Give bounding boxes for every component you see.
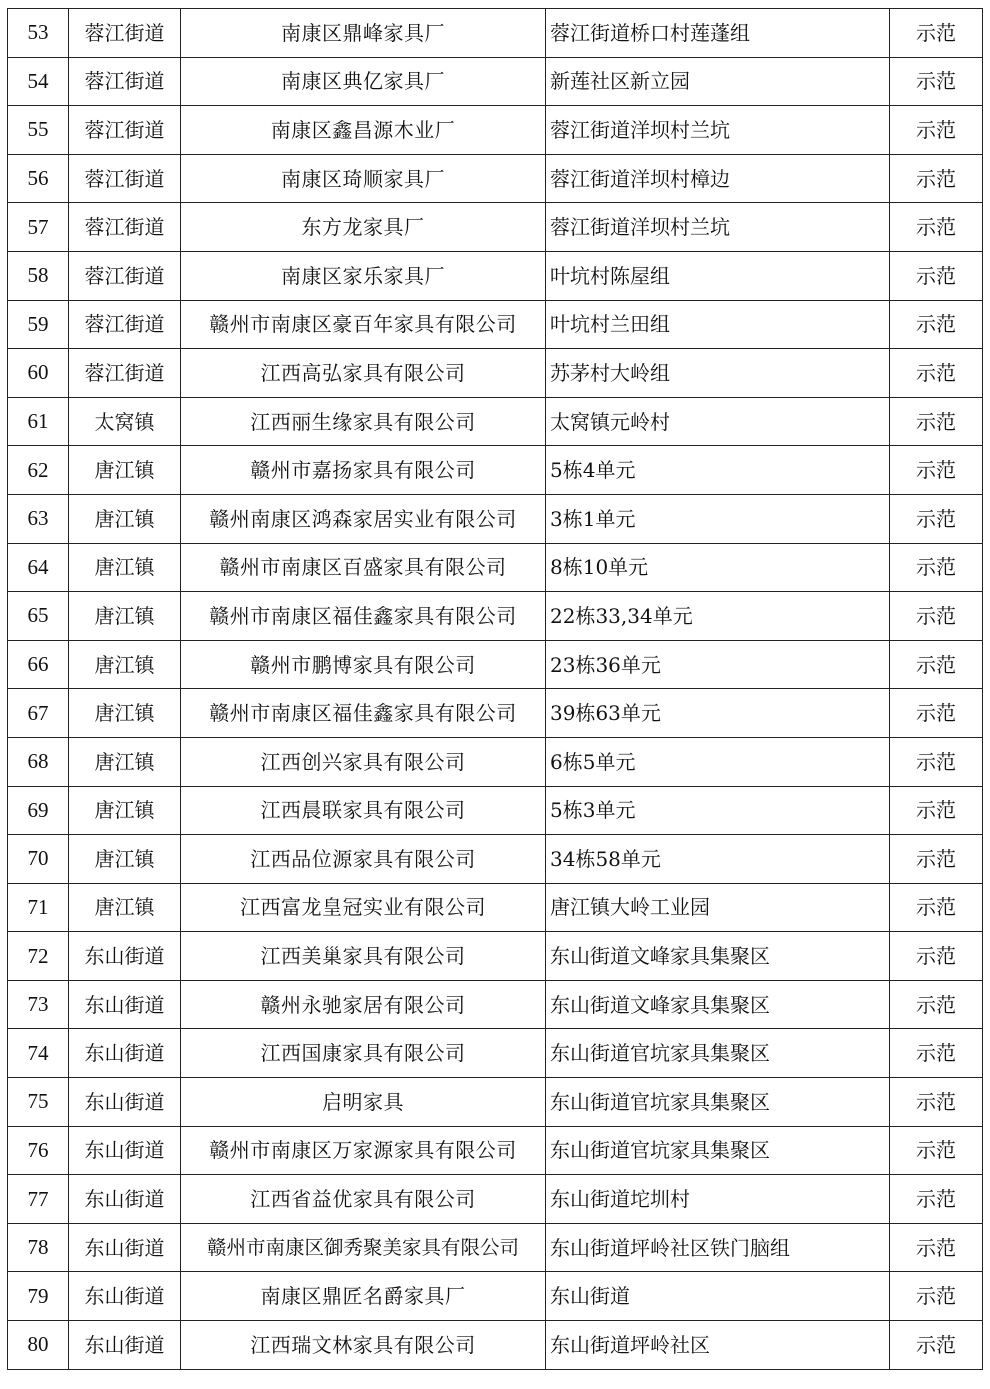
category-cell: 示范 xyxy=(890,349,983,398)
address-cell: 太窝镇元岭村 xyxy=(546,397,890,446)
row-number-cell: 66 xyxy=(8,640,69,689)
town-cell: 唐江镇 xyxy=(69,446,181,495)
enterprise-name-cell: 赣州市鹏博家具有限公司 xyxy=(181,640,546,689)
row-number-cell: 68 xyxy=(8,737,69,786)
town-cell: 蓉江街道 xyxy=(69,251,181,300)
category-cell: 示范 xyxy=(890,9,983,58)
address-cell: 东山街道官坑家具集聚区 xyxy=(546,1126,890,1175)
row-number-cell: 54 xyxy=(8,57,69,106)
address-cell: 蓉江街道洋坝村兰坑 xyxy=(546,106,890,155)
address-cell: 东山街道坪岭社区 xyxy=(546,1321,890,1370)
row-number-cell: 72 xyxy=(8,932,69,981)
address-cell: 东山街道官坑家具集聚区 xyxy=(546,1029,890,1078)
town-cell: 蓉江街道 xyxy=(69,154,181,203)
table-row xyxy=(8,737,983,786)
town-cell: 东山街道 xyxy=(69,932,181,981)
category-cell: 示范 xyxy=(890,592,983,641)
row-number-cell: 62 xyxy=(8,446,69,495)
town-cell: 太窝镇 xyxy=(69,397,181,446)
address-cell: 23栋36单元 xyxy=(546,640,890,689)
town-cell: 东山街道 xyxy=(69,1126,181,1175)
row-number-cell: 76 xyxy=(8,1126,69,1175)
row-number-cell: 74 xyxy=(8,1029,69,1078)
address-cell: 3栋1单元 xyxy=(546,494,890,543)
address-cell: 22栋33,34单元 xyxy=(546,592,890,641)
town-cell: 唐江镇 xyxy=(69,835,181,884)
enterprise-name-cell: 江西省益优家具有限公司 xyxy=(181,1175,546,1224)
row-number-cell: 70 xyxy=(8,835,69,884)
town-cell: 东山街道 xyxy=(69,1175,181,1224)
table-row xyxy=(8,1272,983,1321)
table-row xyxy=(8,1126,983,1175)
town-cell: 唐江镇 xyxy=(69,640,181,689)
enterprise-name-cell: 南康区鑫昌源木业厂 xyxy=(181,106,546,155)
town-cell: 蓉江街道 xyxy=(69,300,181,349)
category-cell: 示范 xyxy=(890,251,983,300)
row-number-cell: 63 xyxy=(8,494,69,543)
enterprise-name-cell: 东方龙家具厂 xyxy=(181,203,546,252)
enterprise-name-cell: 南康区琦顺家具厂 xyxy=(181,154,546,203)
town-cell: 东山街道 xyxy=(69,1078,181,1127)
row-number-cell: 58 xyxy=(8,251,69,300)
town-cell: 蓉江街道 xyxy=(69,9,181,58)
row-number-cell: 55 xyxy=(8,106,69,155)
category-cell: 示范 xyxy=(890,300,983,349)
enterprise-name-cell: 江西创兴家具有限公司 xyxy=(181,737,546,786)
category-cell: 示范 xyxy=(890,543,983,592)
address-cell: 39栋63单元 xyxy=(546,689,890,738)
address-cell: 蓉江街道洋坝村樟边 xyxy=(546,154,890,203)
town-cell: 唐江镇 xyxy=(69,689,181,738)
category-cell: 示范 xyxy=(890,932,983,981)
enterprise-name-cell: 江西富龙皇冠实业有限公司 xyxy=(181,883,546,932)
enterprise-name-cell: 江西国康家具有限公司 xyxy=(181,1029,546,1078)
category-cell: 示范 xyxy=(890,640,983,689)
enterprise-name-cell: 江西瑞文林家具有限公司 xyxy=(181,1321,546,1370)
address-cell: 唐江镇大岭工业园 xyxy=(546,883,890,932)
category-cell: 示范 xyxy=(890,154,983,203)
table-row xyxy=(8,446,983,495)
town-cell: 蓉江街道 xyxy=(69,203,181,252)
town-cell: 蓉江街道 xyxy=(69,349,181,398)
address-cell: 东山街道 xyxy=(546,1272,890,1321)
enterprise-name-cell: 江西高弘家具有限公司 xyxy=(181,349,546,398)
category-cell: 示范 xyxy=(890,494,983,543)
town-cell: 东山街道 xyxy=(69,980,181,1029)
address-cell: 8栋10单元 xyxy=(546,543,890,592)
table-row xyxy=(8,980,983,1029)
category-cell: 示范 xyxy=(890,57,983,106)
category-cell: 示范 xyxy=(890,106,983,155)
row-number-cell: 65 xyxy=(8,592,69,641)
town-cell: 蓉江街道 xyxy=(69,106,181,155)
table-row xyxy=(8,397,983,446)
table-row xyxy=(8,835,983,884)
table-row xyxy=(8,592,983,641)
enterprise-name-cell: 江西晨联家具有限公司 xyxy=(181,786,546,835)
category-cell: 示范 xyxy=(890,883,983,932)
enterprise-name-cell: 赣州南康区鸿森家居实业有限公司 xyxy=(181,494,546,543)
row-number-cell: 57 xyxy=(8,203,69,252)
enterprise-name-cell: 赣州市南康区福佳鑫家具有限公司 xyxy=(181,689,546,738)
table-row xyxy=(8,640,983,689)
row-number-cell: 67 xyxy=(8,689,69,738)
category-cell: 示范 xyxy=(890,835,983,884)
row-number-cell: 75 xyxy=(8,1078,69,1127)
row-number-cell: 71 xyxy=(8,883,69,932)
enterprise-name-cell: 赣州市南康区百盛家具有限公司 xyxy=(181,543,546,592)
category-cell: 示范 xyxy=(890,1126,983,1175)
row-number-cell: 73 xyxy=(8,980,69,1029)
category-cell: 示范 xyxy=(890,1078,983,1127)
table-row xyxy=(8,689,983,738)
category-cell: 示范 xyxy=(890,203,983,252)
row-number-cell: 77 xyxy=(8,1175,69,1224)
row-number-cell: 80 xyxy=(8,1321,69,1370)
table-row xyxy=(8,1029,983,1078)
table-row xyxy=(8,1078,983,1127)
row-number-cell: 59 xyxy=(8,300,69,349)
table-row xyxy=(8,251,983,300)
category-cell: 示范 xyxy=(890,1175,983,1224)
address-cell: 34栋58单元 xyxy=(546,835,890,884)
category-cell: 示范 xyxy=(890,1272,983,1321)
address-cell: 叶坑村兰田组 xyxy=(546,300,890,349)
enterprise-name-cell: 启明家具 xyxy=(181,1078,546,1127)
table-row xyxy=(8,1321,983,1370)
enterprise-name-cell: 赣州市南康区万家源家具有限公司 xyxy=(181,1126,546,1175)
town-cell: 唐江镇 xyxy=(69,592,181,641)
town-cell: 东山街道 xyxy=(69,1272,181,1321)
enterprise-name-cell: 赣州市南康区御秀聚美家具有限公司 xyxy=(181,1223,546,1272)
category-cell: 示范 xyxy=(890,397,983,446)
row-number-cell: 53 xyxy=(8,9,69,58)
row-number-cell: 78 xyxy=(8,1223,69,1272)
enterprise-name-cell: 南康区家乐家具厂 xyxy=(181,251,546,300)
table-row xyxy=(8,203,983,252)
enterprise-name-cell: 赣州市南康区福佳鑫家具有限公司 xyxy=(181,592,546,641)
enterprise-name-cell: 赣州市嘉扬家具有限公司 xyxy=(181,446,546,495)
table-row xyxy=(8,932,983,981)
table-row xyxy=(8,786,983,835)
enterprise-list-table xyxy=(7,8,983,1370)
row-number-cell: 56 xyxy=(8,154,69,203)
address-cell: 东山街道坨圳村 xyxy=(546,1175,890,1224)
table-row xyxy=(8,9,983,58)
enterprise-name-cell: 南康区鼎匠名爵家具厂 xyxy=(181,1272,546,1321)
address-cell: 蓉江街道桥口村莲蓬组 xyxy=(546,9,890,58)
enterprise-name-cell: 江西美巢家具有限公司 xyxy=(181,932,546,981)
address-cell: 东山街道文峰家具集聚区 xyxy=(546,932,890,981)
category-cell: 示范 xyxy=(890,446,983,495)
town-cell: 唐江镇 xyxy=(69,737,181,786)
enterprise-name-cell: 南康区鼎峰家具厂 xyxy=(181,9,546,58)
address-cell: 东山街道官坑家具集聚区 xyxy=(546,1078,890,1127)
address-cell: 东山街道文峰家具集聚区 xyxy=(546,980,890,1029)
row-number-cell: 64 xyxy=(8,543,69,592)
town-cell: 唐江镇 xyxy=(69,786,181,835)
town-cell: 唐江镇 xyxy=(69,543,181,592)
address-cell: 蓉江街道洋坝村兰坑 xyxy=(546,203,890,252)
town-cell: 东山街道 xyxy=(69,1321,181,1370)
table-row xyxy=(8,106,983,155)
address-cell: 5栋3单元 xyxy=(546,786,890,835)
town-cell: 唐江镇 xyxy=(69,494,181,543)
address-cell: 东山街道坪岭社区铁门脑组 xyxy=(546,1223,890,1272)
row-number-cell: 79 xyxy=(8,1272,69,1321)
address-cell: 5栋4单元 xyxy=(546,446,890,495)
town-cell: 蓉江街道 xyxy=(69,57,181,106)
table-row xyxy=(8,300,983,349)
address-cell: 新莲社区新立园 xyxy=(546,57,890,106)
row-number-cell: 69 xyxy=(8,786,69,835)
table-row xyxy=(8,1175,983,1224)
enterprise-name-cell: 江西丽生缘家具有限公司 xyxy=(181,397,546,446)
enterprise-name-cell: 江西品位源家具有限公司 xyxy=(181,835,546,884)
address-cell: 叶坑村陈屋组 xyxy=(546,251,890,300)
table-body xyxy=(8,9,983,1370)
town-cell: 唐江镇 xyxy=(69,883,181,932)
category-cell: 示范 xyxy=(890,980,983,1029)
category-cell: 示范 xyxy=(890,737,983,786)
table-row xyxy=(8,154,983,203)
enterprise-name-cell: 赣州永驰家居有限公司 xyxy=(181,980,546,1029)
table-row xyxy=(8,1223,983,1272)
enterprise-name-cell: 南康区典亿家具厂 xyxy=(181,57,546,106)
table-row xyxy=(8,57,983,106)
address-cell: 6栋5单元 xyxy=(546,737,890,786)
town-cell: 东山街道 xyxy=(69,1223,181,1272)
row-number-cell: 61 xyxy=(8,397,69,446)
row-number-cell: 60 xyxy=(8,349,69,398)
category-cell: 示范 xyxy=(890,1321,983,1370)
category-cell: 示范 xyxy=(890,786,983,835)
table-row xyxy=(8,494,983,543)
table-row xyxy=(8,543,983,592)
table-row xyxy=(8,349,983,398)
address-cell: 苏茅村大岭组 xyxy=(546,349,890,398)
category-cell: 示范 xyxy=(890,1029,983,1078)
category-cell: 示范 xyxy=(890,689,983,738)
enterprise-name-cell: 赣州市南康区豪百年家具有限公司 xyxy=(181,300,546,349)
category-cell: 示范 xyxy=(890,1223,983,1272)
town-cell: 东山街道 xyxy=(69,1029,181,1078)
table-row xyxy=(8,883,983,932)
